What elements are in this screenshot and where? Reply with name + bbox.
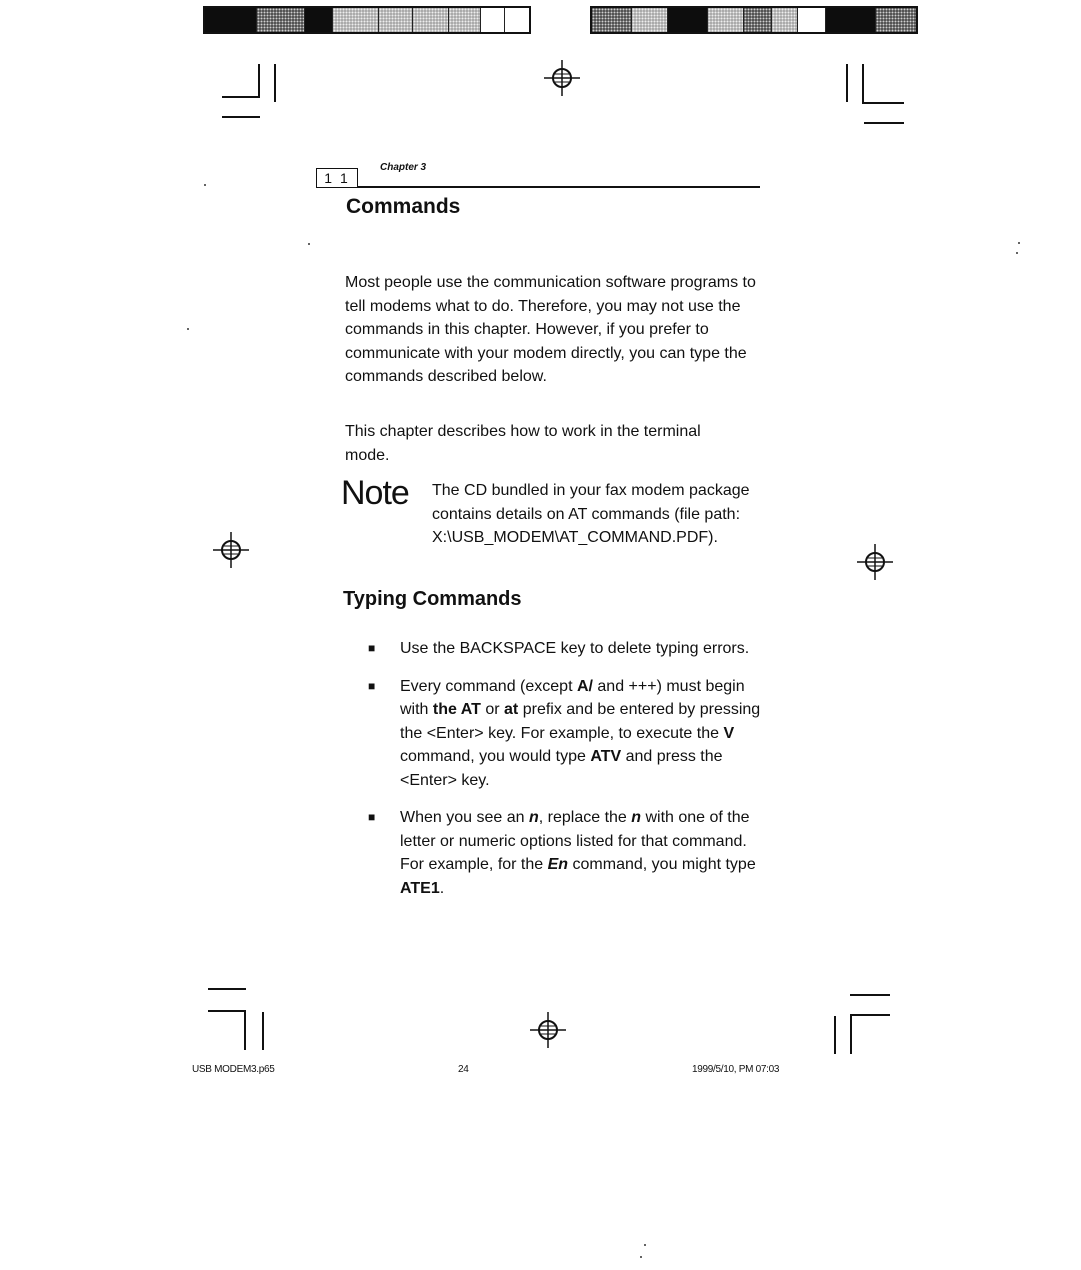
list-item: ■ Use the BACKSPACE key to delete typing errors. (368, 637, 768, 661)
list-item: ■ Every command (except A/ and +++) must begin with the AT or at prefix and be entered by pressing the <Enter> key. For example, to execute the V command, you would type ATV and press the <Enter> key. (368, 675, 768, 793)
bullet-icon: ■ (368, 810, 376, 824)
intro-paragraph: Most people use the communication software programs to tell modems what to do. Therefore, you may not use the commands in this chapter. However, if you prefer to communicate with your modem directly, you can type the commands described below. (345, 274, 756, 385)
bullet-icon: ■ (368, 641, 376, 655)
note-label: Note (341, 474, 409, 512)
scan-speck (187, 328, 189, 330)
command-rules-list (368, 637, 768, 914)
color-bar-left (203, 6, 531, 34)
page-number-box: 1 1 (316, 168, 358, 188)
footer-timestamp: 1999/5/10, PM 07:03 (692, 1064, 780, 1075)
color-bar-right (590, 6, 918, 34)
registration-target-icon (528, 1010, 568, 1050)
registration-target-icon (855, 542, 895, 582)
chapter-label: Chapter 3 (380, 162, 427, 173)
subsection-title: Typing Commands (343, 588, 522, 610)
scan-speck (640, 1256, 642, 1258)
terminal-mode-paragraph: This chapter describes how to work in the terminal mode. (345, 423, 701, 464)
footer-filename: USB MODEM3.p65 (192, 1064, 275, 1075)
list-item: ■ When you see an n, replace the n with one of the letter or numeric options listed for that command. For example, for the En command, you might type ATE1. (368, 806, 768, 900)
registration-target-icon (542, 58, 582, 98)
section-title: Commands (346, 195, 461, 218)
registration-target-icon (211, 530, 251, 570)
scan-speck (308, 243, 310, 245)
footer-page-number: 24 (458, 1064, 469, 1075)
header-rule (358, 186, 760, 188)
scan-speck (204, 184, 206, 186)
note-text: The CD bundled in your fax modem package contains details on AT commands (file path: X:\USB_MODEM\AT_COMMAND.PDF). (432, 482, 750, 546)
scan-speck (644, 1244, 646, 1246)
scan-speck (1016, 252, 1018, 254)
scan-speck (1018, 242, 1020, 244)
bullet-icon: ■ (368, 678, 376, 693)
